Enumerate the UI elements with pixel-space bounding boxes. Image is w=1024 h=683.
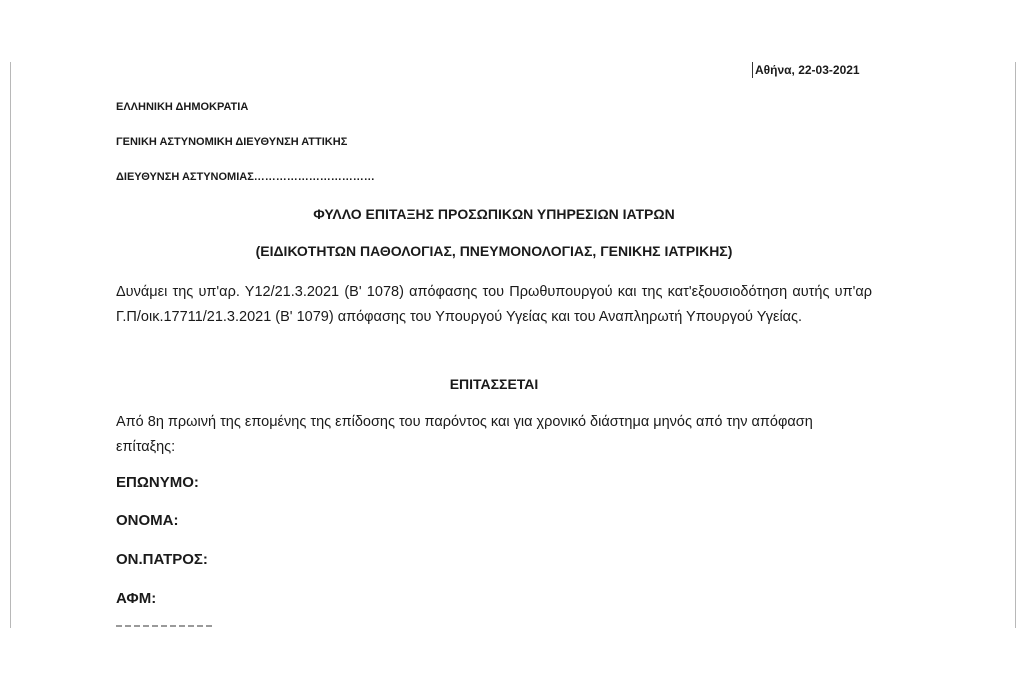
field-surname-label: ΕΠΩΝΥΜΟ: — [116, 474, 199, 491]
document-date: Αθήνα, 22-03-2021 — [752, 62, 860, 78]
field-father-name-label: ΟΝ.ΠΑΤΡΟΣ: — [116, 551, 208, 568]
field-afm-label: ΑΦΜ: — [116, 590, 157, 607]
order-paragraph: Από 8η πρωινή της επομένης της επίδοσης του παρόντος και για χρονικό διάστημα μηνός από την απόφαση επίταξης: — [116, 414, 813, 455]
cutoff-line-mark — [116, 625, 212, 627]
header-police-division: ΔΙΕΥΘΥΝΣΗ ΑΣΤΥΝΟΜΙΑΣ…………………………… — [116, 171, 375, 183]
field-name-label: ΟΝΟΜΑ: — [116, 512, 179, 529]
page-edge-left — [10, 62, 11, 628]
document-subtitle: (ΕΙΔΙΚΟΤΗΤΩΝ ΠΑΘΟΛΟΓΙΑΣ, ΠΝΕΥΜΟΝΟΛΟΓΙΑΣ, ΓΕΝΙΚΗΣ ΙΑΤΡΙΚΗΣ) — [255, 243, 733, 259]
header-police-directorate: ΓΕΝΙΚΗ ΑΣΤΥΝΟΜΙΚΗ ΔΙΕΥΘΥΝΣΗ ΑΤΤΙΚΗΣ — [116, 136, 348, 148]
cutoff-next-line — [116, 622, 212, 628]
legal-basis-paragraph: Δυνάμει της υπ'αρ. Υ12/21.3.2021 (Β' 1078) απόφασης του Πρωθυπουργού και της κατ'εξουσιοδότηση αυτής υπ'αρ Γ.Π/οικ.17711/21.3.2021 (Β' 1079) απόφασης του Υπουργού Υγείας και του Αναπληρωτή Υπουργού Υγείας. — [116, 284, 872, 325]
order-heading: ΕΠΙΤΑΣΣΕΤΑΙ — [449, 376, 539, 392]
page-edge-right — [1015, 62, 1016, 628]
header-republic: ΕΛΛΗΝΙΚΗ ΔΗΜΟΚΡΑΤΙΑ — [116, 101, 249, 113]
document-title: ΦΥΛΛΟ ΕΠΙΤΑΞΗΣ ΠΡΟΣΩΠΙΚΩΝ ΥΠΗΡΕΣΙΩΝ ΙΑΤΡΩΝ — [313, 206, 675, 222]
